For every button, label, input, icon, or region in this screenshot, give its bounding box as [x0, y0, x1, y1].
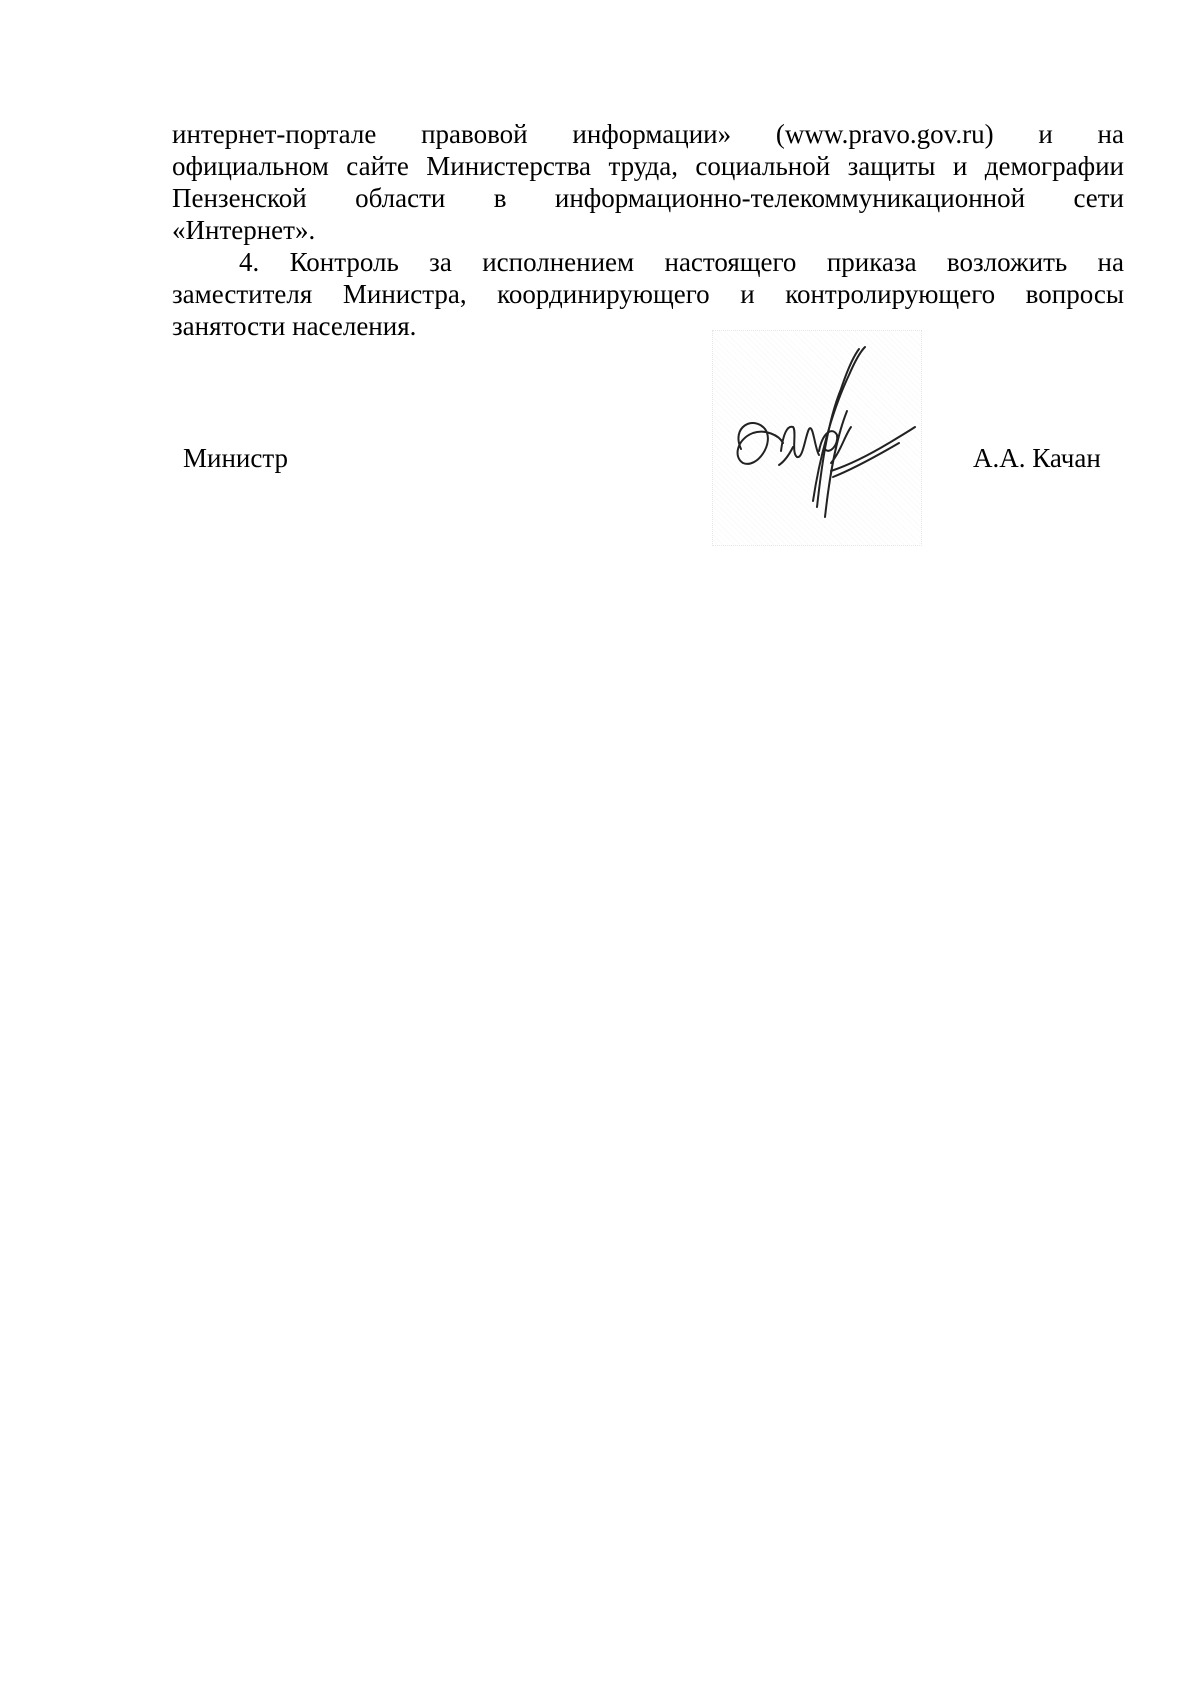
text-line: заместителя Министра, координирующего и контролирующего вопросы — [172, 279, 1124, 309]
text-line: занятости населения. — [172, 311, 417, 341]
document-body — [172, 118, 1124, 342]
signature-row — [0, 430, 1200, 473]
text-line: Пензенской области в информационно-телекоммуникационной сети — [172, 183, 1124, 213]
paragraph-control — [172, 246, 1124, 342]
text-line: официальном сайте Министерства труда, социальной защиты и демографии — [172, 151, 1124, 181]
signer-title: Министр — [183, 443, 288, 473]
signer-name: А.А. Качан — [973, 443, 1101, 473]
text-line: интернет-портале правовой информации» (www.pravo.gov.ru) и на — [172, 119, 1124, 149]
text-line: «Интернет». — [172, 215, 316, 245]
paragraph-publication — [172, 118, 1124, 246]
text-line: 4. Контроль за исполнением настоящего приказа возложить на — [239, 247, 1124, 277]
